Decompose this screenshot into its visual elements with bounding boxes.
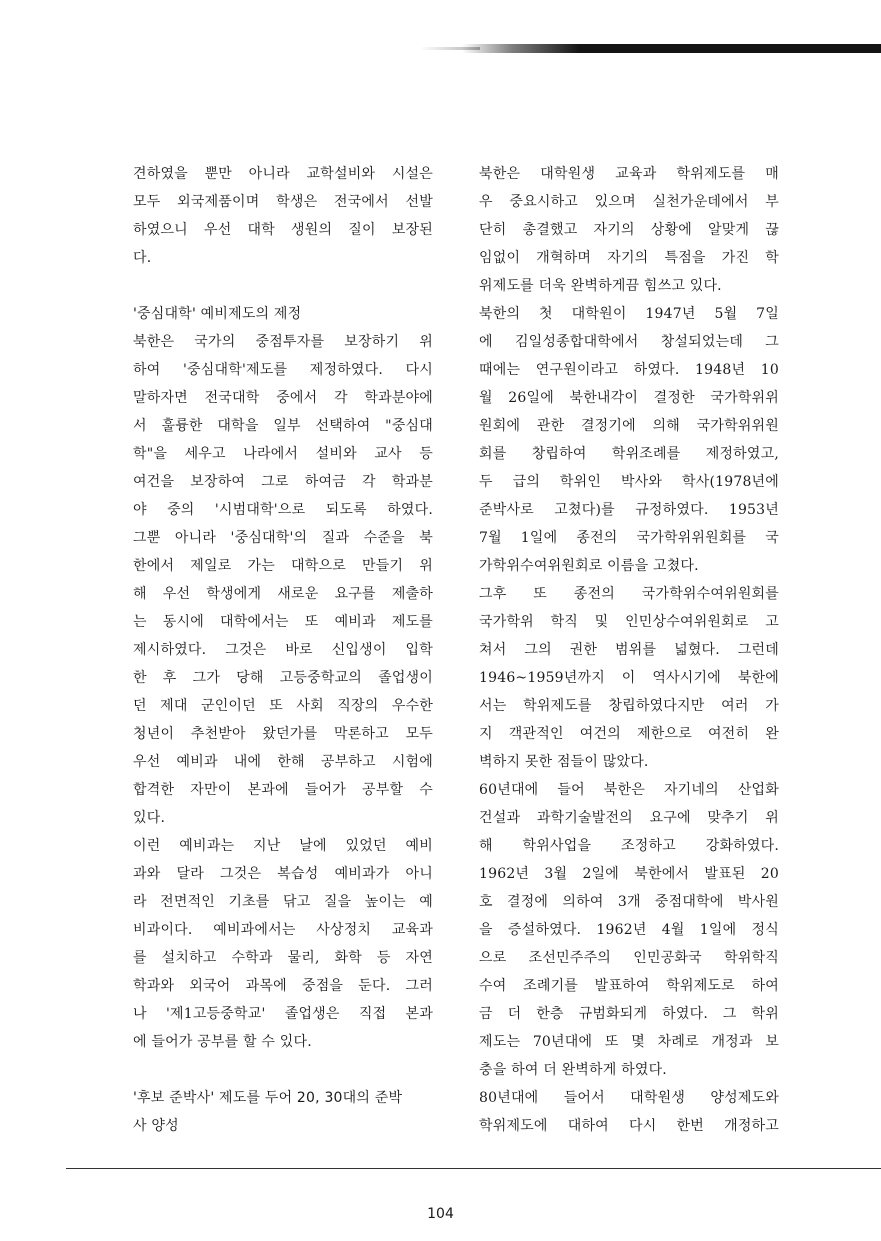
text-line: 60년대에 들어 북한은 자기네의 산업화 [479,782,779,798]
text-line: 학위제도에 대하여 다시 한번 개정하고 [479,1118,779,1134]
text-line: 제도는 70년대에 또 몇 차례로 개정과 보 [479,1034,779,1050]
text-line: 북한은 국가의 중점투자를 보장하기 위 [133,334,433,350]
text-line: 국가학위 학직 및 인민상수여위원회로 고 [479,614,779,630]
text-line: 금 더 한층 규범화되게 하였다. 그 학위 [479,1006,779,1022]
text-line: 나 '제1고등중학교' 졸업생은 직접 본과 [133,1006,433,1022]
text-line: 를 설치하고 수학과 물리, 화학 등 자연 [133,950,433,966]
text-line: 이런 예비과는 지난 날에 있었던 예비 [133,838,433,854]
text-line: 제시하였다. 그것은 바로 신입생이 입학 [133,642,433,658]
text-line: 다. [133,250,152,266]
text-line: 위제도를 더욱 완벽하게끔 힘쓰고 있다. [479,278,722,294]
section-heading: '후보 준박사' 제도를 두어 20, 30대의 준박 [133,1090,403,1106]
text-line: 호 결정에 의하여 3개 중점대학에 박사원 [479,894,779,910]
text-line: 으로 조선민주주의 인민공화국 학위학직 [479,950,779,966]
text-line: 에 들어가 공부를 할 수 있다. [133,1034,312,1050]
section-heading: '중심대학' 예비제도의 제정 [133,306,302,322]
text-line: 건설과 과학기술발전의 요구에 맞추기 위 [479,810,779,826]
text-line: 과와 달라 그것은 복습성 예비과가 아니 [133,866,433,882]
text-line: 견하였을 뿐만 아니라 교학설비와 시설은 [133,166,433,182]
text-line: 단히 총결했고 자기의 상황에 알맞게 끊 [479,222,779,238]
text-line: 우 중요시하고 있으며 실천가운데에서 부 [479,194,779,210]
text-line: 가학위수여위원회로 이름을 고쳤다. [479,558,699,574]
text-line: 는 동시에 대학에서는 또 예비과 제도를 [133,614,433,630]
header-rule [462,44,881,53]
text-line: 모두 외국제품이며 학생은 전국에서 선발 [133,194,433,210]
footer-rule [66,1168,881,1169]
text-line: 80년대에 들어서 대학원생 양성제도와 [479,1090,779,1106]
text-line: 여건을 보장하여 그로 하여금 각 학과분 [133,474,433,490]
text-line: 벽하지 못한 점들이 많았다. [479,754,649,770]
text-line: 그후 또 종전의 국가학위수여위원회를 [479,586,779,602]
section-heading: 사 양성 [133,1118,179,1134]
text-line: 한 후 그가 당해 고등중학교의 졸업생이 [133,670,433,686]
text-line: 임없이 개혁하며 자기의 특점을 가진 학 [479,250,779,266]
text-line: 쳐서 그의 권한 범위를 넓혔다. 그런데 [479,642,779,658]
text-line: 준박사로 고쳤다)를 규정하였다. 1953년 [479,502,779,518]
text-line: 두 급의 학위인 박사와 학사(1978년에 [479,474,779,490]
text-line: 북한은 대학원생 교육과 학위제도를 매 [479,166,779,182]
spacer [133,272,433,300]
text-line: 있다. [133,810,166,826]
right-column [479,160,779,1140]
text-line: 라 전면적인 기초를 닦고 질을 높이는 예 [133,894,433,910]
text-line: 학과와 외국어 과목에 중점을 둔다. 그러 [133,978,433,994]
text-line: 회를 창립하여 학위조례를 제정하였고, [479,446,779,462]
spacer [133,1056,433,1084]
text-line: 1946~1959년까지 이 역사시기에 북한에 [479,670,779,686]
left-column [133,160,433,1140]
text-line: 던 제대 군인이던 또 사회 직장의 우수한 [133,698,433,714]
text-line: 월 26일에 북한내각이 결정한 국가학위위 [479,390,779,406]
text-line: 한에서 제일로 가는 대학으로 만들기 위 [133,558,433,574]
text-line: 7월 1일에 종전의 국가학위위원회를 국 [479,530,779,546]
text-line: 수여 조례기를 발표하여 학위제도로 하여 [479,978,779,994]
page-number: 104 [427,1206,454,1222]
text-line: 서는 학위제도를 창립하였다지만 여러 가 [479,698,779,714]
text-line: 학"을 세우고 나라에서 설비와 교사 등 [133,446,433,462]
text-line: 해 학위사업을 조정하고 강화하였다. [479,838,779,854]
text-line: 우선 예비과 내에 한해 공부하고 시험에 [133,754,433,770]
text-line: 때에는 연구원이라고 하였다. 1948년 10 [479,362,779,378]
text-line: 하였으니 우선 대학 생원의 질이 보장된 [133,222,433,238]
text-line: 비과이다. 예비과에서는 사상정치 교육과 [133,922,433,938]
text-line: 지 객관적인 여건의 제한으로 여전히 완 [479,726,779,742]
text-line: 그뿐 아니라 '중심대학'의 질과 수준을 북 [133,530,433,546]
text-line: 1962년 3월 2일에 북한에서 발표된 20 [479,866,779,882]
text-line: 을 증설하였다. 1962년 4월 1일에 정식 [479,922,779,938]
text-line: 원회에 관한 결정기에 의해 국가학위위원 [479,418,779,434]
text-line: 합격한 자만이 본과에 들어가 공부할 수 [133,782,433,798]
text-line: 청년이 추천받아 왔던가를 막론하고 모두 [133,726,433,742]
text-line: 충을 하여 더 완벽하게 하였다. [479,1062,667,1078]
text-line: 에 김일성종합대학에서 창설되었는데 그 [479,334,779,350]
text-line: 해 우선 학생에게 새로운 요구를 제출하 [133,586,433,602]
text-line: 북한의 첫 대학원이 1947년 5월 7일 [479,306,779,322]
text-line: 하여 '중심대학'제도를 제정하였다. 다시 [133,362,433,378]
text-line: 야 중의 '시범대학'으로 되도록 하였다. [133,502,433,518]
text-line: 말하자면 전국대학 중에서 각 학과분야에 [133,390,433,406]
text-line: 서 훌륭한 대학을 일부 선택하여 "중심대 [133,418,433,434]
